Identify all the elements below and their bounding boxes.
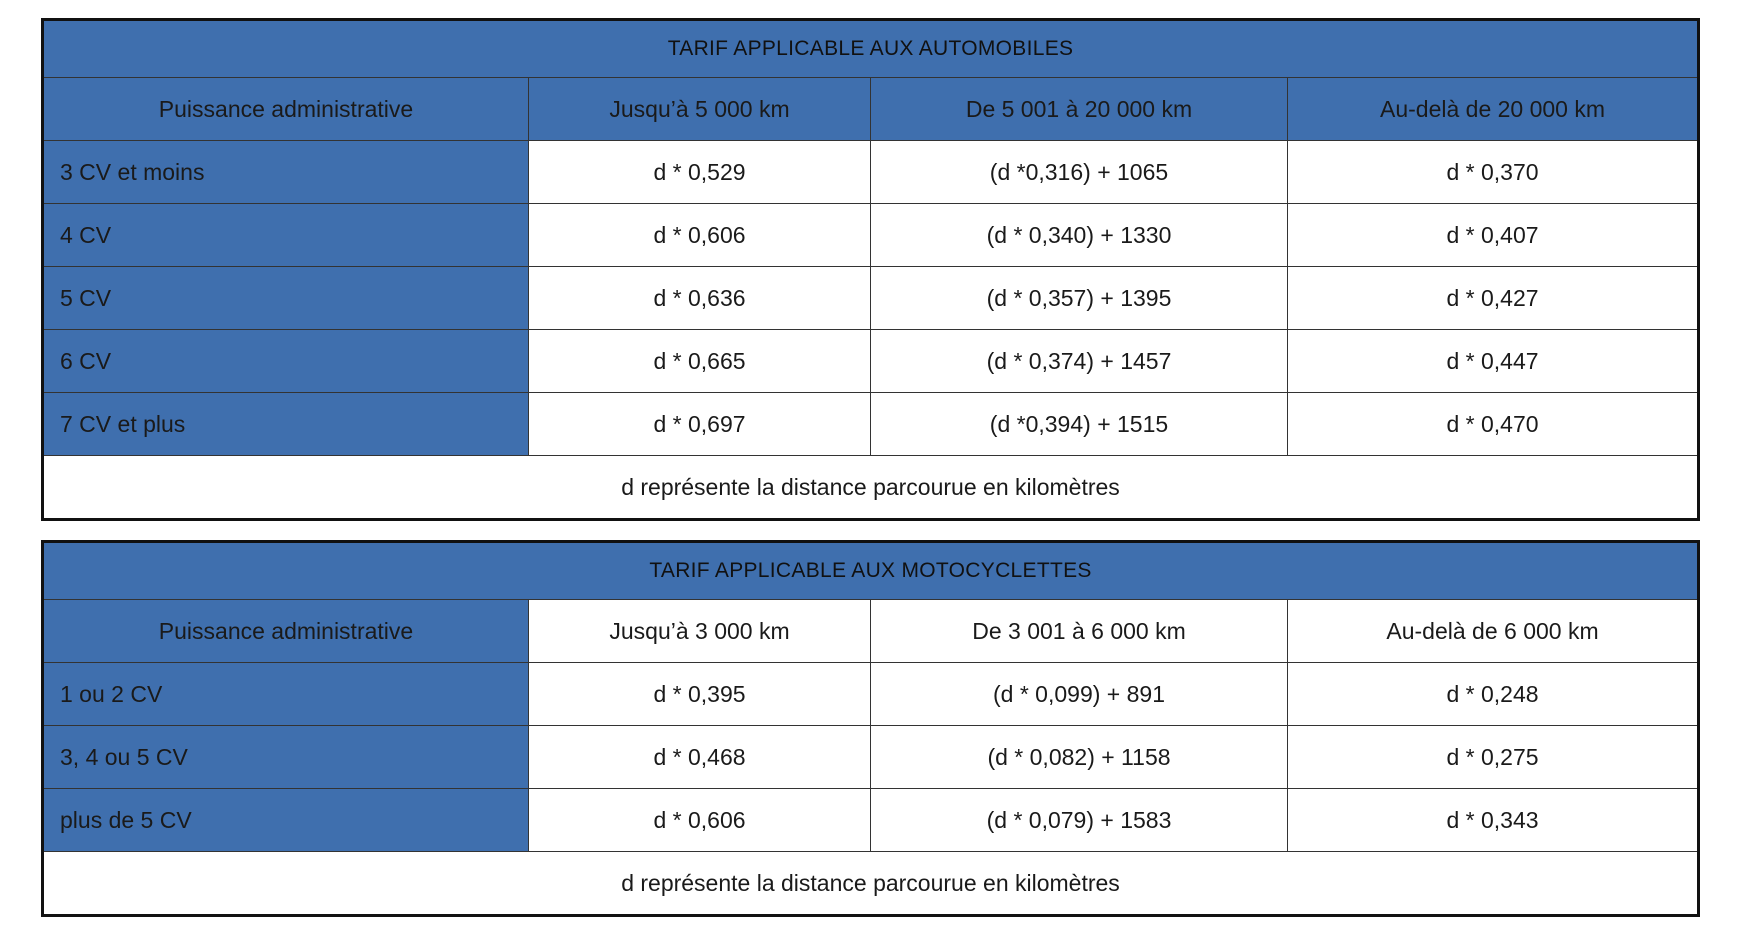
- table-row: [43, 204, 1699, 267]
- column-header-range-2: De 5 001 à 20 000 km: [871, 78, 1288, 141]
- table-row: [43, 789, 1699, 852]
- rate-cell: (d * 0,099) + 891: [871, 663, 1288, 726]
- automobiles-tariff-table: [41, 18, 1700, 521]
- rate-cell: d * 0,447: [1288, 330, 1699, 393]
- row-label: 7 CV et plus: [43, 393, 529, 456]
- motorcycles-tariff-table: [41, 540, 1700, 917]
- rate-cell: (d *0,394) + 1515: [871, 393, 1288, 456]
- table-title-row: [43, 542, 1699, 600]
- table-title: TARIF APPLICABLE AUX AUTOMOBILES: [43, 20, 1699, 78]
- note-row: [43, 456, 1699, 520]
- rate-cell: d * 0,343: [1288, 789, 1699, 852]
- rate-cell: (d * 0,374) + 1457: [871, 330, 1288, 393]
- column-header-range-1: Jusqu’à 5 000 km: [529, 78, 871, 141]
- row-label: 5 CV: [43, 267, 529, 330]
- table-row: [43, 393, 1699, 456]
- rate-cell: d * 0,665: [529, 330, 871, 393]
- rate-cell: (d * 0,079) + 1583: [871, 789, 1288, 852]
- column-header-range-3: Au-delà de 20 000 km: [1288, 78, 1699, 141]
- rate-cell: d * 0,427: [1288, 267, 1699, 330]
- table-title: TARIF APPLICABLE AUX MOTOCYCLETTES: [43, 542, 1699, 600]
- row-label: 1 ou 2 CV: [43, 663, 529, 726]
- rate-cell: d * 0,468: [529, 726, 871, 789]
- table-row: [43, 330, 1699, 393]
- distance-note: d représente la distance parcourue en kilomètres: [43, 852, 1699, 916]
- row-label: 3 CV et moins: [43, 141, 529, 204]
- note-row: [43, 852, 1699, 916]
- rate-cell: d * 0,248: [1288, 663, 1699, 726]
- table-title-row: [43, 20, 1699, 78]
- column-header-power: Puissance administrative: [43, 78, 529, 141]
- rate-cell: d * 0,275: [1288, 726, 1699, 789]
- rate-cell: (d *0,316) + 1065: [871, 141, 1288, 204]
- row-label: 4 CV: [43, 204, 529, 267]
- table-row: [43, 141, 1699, 204]
- row-label: plus de 5 CV: [43, 789, 529, 852]
- rate-cell: d * 0,697: [529, 393, 871, 456]
- column-header-range-1: Jusqu’à 3 000 km: [529, 600, 871, 663]
- table-row: [43, 267, 1699, 330]
- rate-cell: (d * 0,340) + 1330: [871, 204, 1288, 267]
- rate-cell: d * 0,395: [529, 663, 871, 726]
- rate-cell: d * 0,529: [529, 141, 871, 204]
- rate-cell: d * 0,470: [1288, 393, 1699, 456]
- table-row: [43, 663, 1699, 726]
- column-header-row: [43, 78, 1699, 141]
- row-label: 3, 4 ou 5 CV: [43, 726, 529, 789]
- distance-note: d représente la distance parcourue en kilomètres: [43, 456, 1699, 520]
- rate-cell: (d * 0,357) + 1395: [871, 267, 1288, 330]
- rate-cell: d * 0,606: [529, 789, 871, 852]
- rate-cell: d * 0,407: [1288, 204, 1699, 267]
- row-label: 6 CV: [43, 330, 529, 393]
- table-row: [43, 726, 1699, 789]
- rate-cell: d * 0,636: [529, 267, 871, 330]
- column-header-range-2: De 3 001 à 6 000 km: [871, 600, 1288, 663]
- column-header-range-3: Au-delà de 6 000 km: [1288, 600, 1699, 663]
- column-header-row: [43, 600, 1699, 663]
- rate-cell: (d * 0,082) + 1158: [871, 726, 1288, 789]
- rate-cell: d * 0,606: [529, 204, 871, 267]
- rate-cell: d * 0,370: [1288, 141, 1699, 204]
- column-header-power: Puissance administrative: [43, 600, 529, 663]
